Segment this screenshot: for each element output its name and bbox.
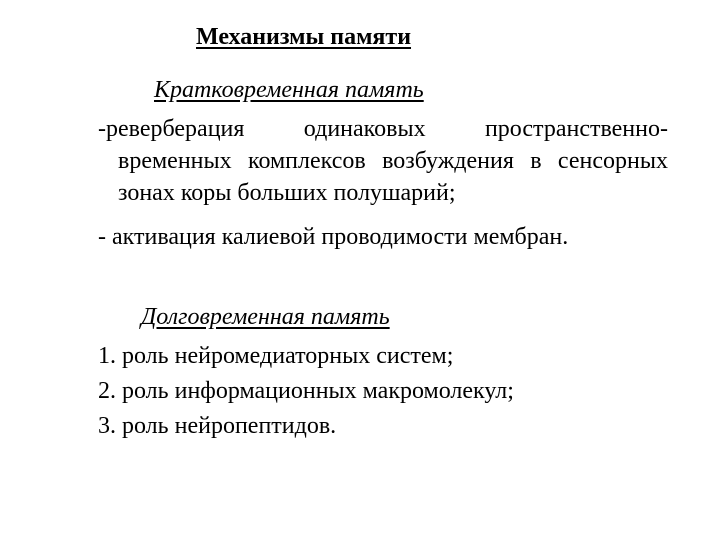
- short-term-item-reverberation: -реверберация одинаковых пространственно-временных комплексов возбуждения в сенсорных зонах коры больших полушарий;: [98, 116, 668, 206]
- slide-title: Механизмы памяти: [196, 24, 412, 50]
- long-term-item-neuropeptides: 3. роль нейропептидов.: [98, 413, 337, 439]
- long-term-memory-heading: Долговременная память: [141, 304, 390, 330]
- short-term-item-potassium: - активация калиевой проводимости мембран.: [98, 224, 569, 250]
- long-term-item-macromolecules: 2. роль информационных макромолекул;: [98, 378, 514, 404]
- short-term-memory-heading: Кратковременная память: [154, 77, 424, 103]
- long-term-item-neuromediators: 1. роль нейромедиаторных систем;: [98, 343, 454, 369]
- long-term-memory-list: [98, 339, 514, 444]
